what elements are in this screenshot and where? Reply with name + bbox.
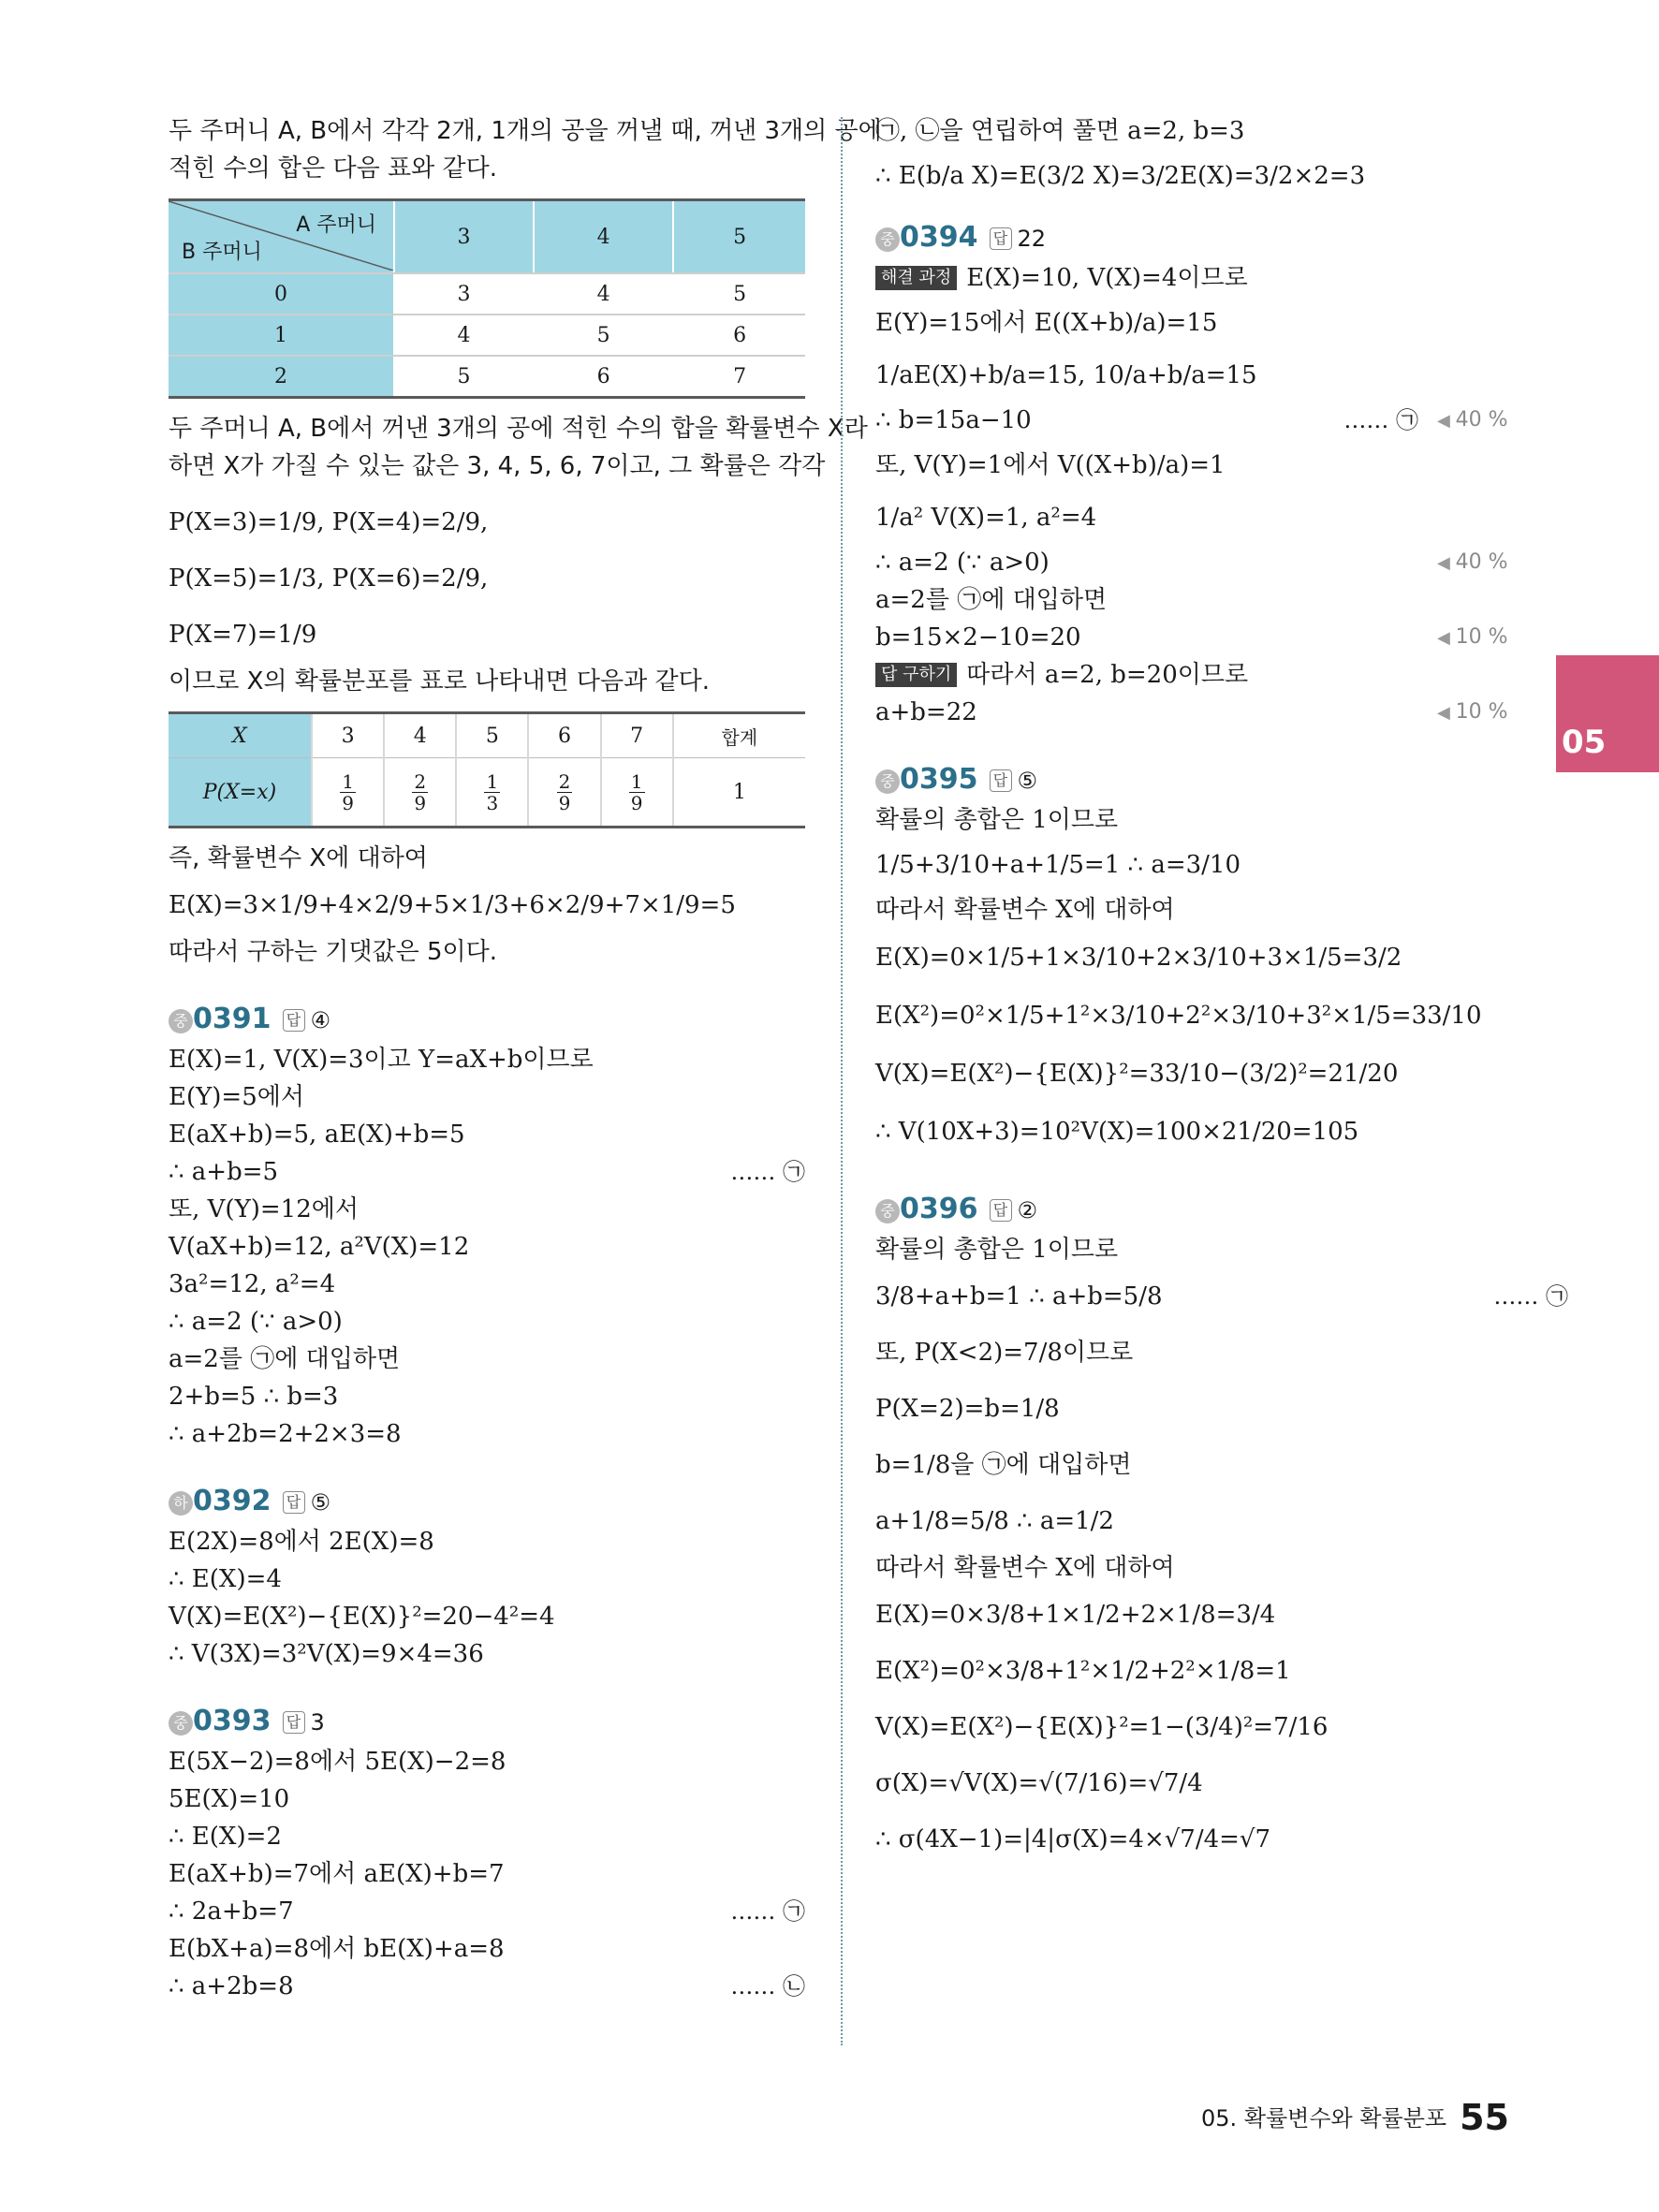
table-cell: 4	[534, 273, 673, 315]
formula-line: P(X=7)=1/9	[169, 621, 317, 649]
problem-header-0394	[875, 217, 1512, 259]
difficulty-badge: 중	[875, 769, 900, 794]
answer-icon: 답	[283, 1711, 305, 1734]
solution-line: E(bX+a)=8에서 bE(X)+a=8	[169, 1935, 505, 1963]
difficulty-badge: 중	[875, 1199, 900, 1223]
solution-line: ∴ σ(4X−1)=|4|σ(X)=4×√7/4=√7	[875, 1825, 1271, 1853]
difficulty-badge: 중	[169, 1711, 193, 1736]
solution-line: 해결 과정 E(X)=10, V(X)=4이므로	[875, 259, 1512, 297]
formula-line: E(X)=3×1/9+4×2/9+5×1/3+6×2/9+7×1/9=5	[169, 891, 736, 919]
table-head-x: X	[169, 713, 312, 758]
left-column	[169, 112, 882, 2005]
step-tag: 답 구하기	[875, 663, 957, 687]
solution-line: 또, V(Y)=12에서	[169, 1195, 359, 1223]
right-column	[875, 112, 1568, 1868]
table-cell: $\frac{1}{9}$	[312, 758, 384, 828]
solution-line: 1/aE(X)+b/a=15, 10/a+b/a=15	[875, 361, 1257, 389]
page-number: 55	[1460, 2097, 1509, 2138]
equation-marker: …… ㉠	[1343, 407, 1418, 433]
solution-line: E(X)=0×1/5+1×3/10+2×3/10+3×1/5=3/2	[875, 944, 1402, 972]
solution-line: ∴ V(3X)=3²V(X)=9×4=36	[169, 1640, 484, 1668]
problem-number: 0394	[900, 221, 978, 254]
solution-line: σ(X)=√V(X)=√(7/16)=√7/4	[875, 1769, 1203, 1797]
solution-line: ∴ 2a+b=7 …… ㉠	[169, 1893, 805, 1930]
score-percent: ◀ 10 %	[1437, 694, 1540, 732]
table-row-label: P(X=x)	[169, 758, 312, 828]
solution-line: V(X)=E(X²)−{E(X)}²=33/10−(3/2)²=21/20	[875, 1060, 1399, 1088]
corner-label-a: A 주머니	[296, 213, 376, 237]
solution-line: 따라서 확률변수 X에 대하여	[875, 1554, 1175, 1582]
solution-line: 확률의 총합은 1이므로	[875, 806, 1119, 834]
solution-line: E(5X−2)=8에서 5E(X)−2=8	[169, 1748, 507, 1776]
table-head-total: 합계	[673, 713, 805, 758]
problem-number: 0392	[193, 1485, 272, 1517]
step-tag: 해결 과정	[875, 266, 957, 290]
answer-value: 22	[1017, 226, 1047, 252]
solution-line: a=2를 ㉠에 대입하면	[169, 1345, 401, 1373]
score-percent: ◀ 40 %	[1437, 544, 1540, 582]
table-cell: $\frac{1}{9}$	[601, 758, 673, 828]
formula-line: P(X=3)=1/9, P(X=4)=2/9,	[169, 508, 489, 536]
solution-line: 답 구하기 따라서 a=2, b=20이므로	[875, 656, 1512, 694]
solution-line: ∴ E(X)=4	[169, 1565, 282, 1593]
row-header: 0	[169, 273, 394, 315]
row-header: 2	[169, 356, 394, 398]
answer-icon: 답	[283, 1491, 305, 1514]
row-header: 1	[169, 315, 394, 356]
answer-icon: 답	[283, 1009, 305, 1032]
problem-header-0391	[169, 999, 805, 1041]
solution-line: 확률의 총합은 1이므로	[875, 1236, 1119, 1264]
problem-header-0392	[169, 1481, 805, 1523]
table-head: 3	[312, 713, 384, 758]
table-cell: 7	[673, 356, 805, 398]
solution-line: 또, P(X<2)=7/8이므로	[875, 1339, 1134, 1367]
solution-line: a=2를 ㉠에 대입하면	[875, 586, 1108, 614]
solution-line: E(Y)=15에서 E((X+b)/a)=15	[875, 309, 1218, 337]
solution-line: ∴ a+2b=8 …… ㉡	[169, 1968, 805, 2005]
solution-line: E(aX+b)=5, aE(X)+b=5	[169, 1121, 465, 1149]
table-cell: 3	[394, 273, 534, 315]
answer-icon: 답	[990, 227, 1012, 250]
solution-line: 또, V(Y)=1에서 V((X+b)/a)=1	[875, 451, 1226, 479]
solution-line: ∴ a=2 (∵ a>0) ◀ 40 %	[875, 544, 1512, 581]
table-cell: 5	[673, 273, 805, 315]
table-cell: 5	[394, 356, 534, 398]
table-cell: 5	[534, 315, 673, 356]
solution-line: b=1/8을 ㉠에 대입하면	[875, 1451, 1132, 1479]
table-cell: $\frac{1}{3}$	[456, 758, 528, 828]
difficulty-badge: 중	[169, 1009, 193, 1033]
score-percent: ◀ 40 %	[1437, 402, 1540, 440]
solution-line: 따라서 확률변수 X에 대하여	[875, 896, 1175, 924]
equation-marker: …… ㉠	[730, 1898, 805, 1925]
table-head: 6	[528, 713, 600, 758]
table-head: 5	[456, 713, 528, 758]
page-footer	[1201, 2097, 1509, 2138]
column-divider	[841, 117, 843, 2045]
solution-line: V(X)=E(X²)−{E(X)}²=20−4²=4	[169, 1603, 555, 1631]
solution-line: a+1/8=5/8 ∴ a=1/2	[875, 1507, 1114, 1535]
chapter-title: 05. 확률변수와 확률분포	[1201, 2105, 1447, 2131]
text-line: 따라서 구하는 기댓값은 5이다.	[169, 938, 497, 966]
solution-line: E(X²)=0²×3/8+1²×1/2+2²×1/8=1	[875, 1657, 1291, 1685]
table-cell: 6	[534, 356, 673, 398]
distribution-table	[169, 711, 805, 828]
table-head: 4	[384, 713, 456, 758]
solution-line: 2+b=5 ∴ b=3	[169, 1383, 339, 1411]
answer-value: ⑤	[1017, 768, 1038, 794]
text-line: 두 주머니 A, B에서 꺼낸 3개의 공에 적힌 수의 합을 확률변수 X라	[169, 415, 868, 443]
sum-table	[169, 198, 805, 399]
answer-value: 3	[310, 1709, 325, 1736]
chapter-side-tab: 05	[1556, 655, 1659, 772]
table-cell: $\frac{2}{9}$	[528, 758, 600, 828]
solution-line: ∴ a=2 (∵ a>0)	[169, 1308, 343, 1336]
difficulty-badge: 중	[875, 227, 900, 252]
answer-value: ④	[310, 1007, 331, 1033]
corner-label-b: B 주머니	[182, 241, 262, 264]
text-line: 이므로 X의 확률분포를 표로 나타내면 다음과 같다.	[169, 667, 710, 696]
difficulty-badge: 하	[169, 1491, 193, 1516]
solution-line: E(Y)=5에서	[169, 1083, 304, 1111]
solution-line: 5E(X)=10	[169, 1785, 290, 1813]
text-line: 하면 X가 가질 수 있는 값은 3, 4, 5, 6, 7이고, 그 확률은 각각	[169, 452, 826, 480]
solution-line: ∴ a+b=5 …… ㉠	[169, 1153, 805, 1191]
solution-line: V(X)=E(X²)−{E(X)}²=1−(3/4)²=7/16	[875, 1713, 1329, 1741]
formula-line: P(X=5)=1/3, P(X=6)=2/9,	[169, 564, 489, 593]
table-head: 7	[601, 713, 673, 758]
problem-number: 0395	[900, 763, 978, 796]
problem-number: 0393	[193, 1705, 272, 1737]
solution-line: 3/8+a+b=1 ∴ a+b=5/8 …… ㉠	[875, 1268, 1512, 1325]
problem-header-0393	[169, 1701, 805, 1743]
solution-line: ∴ a+2b=2+2×3=8	[169, 1420, 402, 1448]
solution-line: V(aX+b)=12, a²V(X)=12	[169, 1233, 470, 1261]
answer-value: ⑤	[310, 1489, 331, 1516]
intro-line-1: 두 주머니 A, B에서 각각 2개, 1개의 공을 꺼낼 때, 꺼낸 3개의 공에	[169, 117, 882, 145]
equation-marker: …… ㉠	[1493, 1283, 1568, 1310]
solution-line: ∴ b=15a−10 …… ㉠ ◀ 40 %	[875, 402, 1512, 439]
equation-marker: …… ㉠	[730, 1159, 805, 1185]
table-cell: 4	[394, 315, 534, 356]
table-cell-total: 1	[673, 758, 805, 828]
score-percent: ◀ 10 %	[1437, 619, 1540, 657]
solution-line: E(2X)=8에서 2E(X)=8	[169, 1528, 434, 1556]
solution-line: 1/a² V(X)=1, a²=4	[875, 504, 1097, 532]
col-header: 3	[394, 200, 534, 274]
answer-icon: 답	[990, 769, 1012, 792]
answer-value: ②	[1017, 1197, 1038, 1223]
solution-line: P(X=2)=b=1/8	[875, 1395, 1060, 1423]
equation-marker: …… ㉡	[730, 1973, 805, 2000]
solution-line: 3a²=12, a²=4	[169, 1270, 336, 1298]
problem-header-0396	[875, 1189, 1512, 1231]
table-corner-cell	[169, 200, 394, 274]
problem-number: 0396	[900, 1193, 978, 1225]
col-header: 5	[673, 200, 805, 274]
answer-icon: 답	[990, 1199, 1012, 1222]
solution-line: ∴ E(X)=2	[169, 1823, 282, 1851]
solution-line: 1/5+3/10+a+1/5=1 ∴ a=3/10	[875, 851, 1241, 879]
solution-line: ∴ E(b/a X)=E(3/2 X)=3/2E(X)=3/2×2=3	[875, 162, 1366, 190]
problem-header-0395	[875, 759, 1512, 801]
solution-line: ㉠, ㉡을 연립하여 풀면 a=2, b=3	[875, 117, 1245, 145]
solution-line: E(aX+b)=7에서 aE(X)+b=7	[169, 1860, 505, 1888]
solution-line: E(X)=1, V(X)=3이고 Y=aX+b이므로	[169, 1046, 594, 1074]
table-cell: 6	[673, 315, 805, 356]
solution-line: ∴ V(10X+3)=10²V(X)=100×21/20=105	[875, 1118, 1359, 1146]
solution-line: E(X²)=0²×1/5+1²×3/10+2²×3/10+3²×1/5=33/10	[875, 1002, 1482, 1030]
solution-line: b=15×2−10=20 ◀ 10 %	[875, 619, 1512, 656]
col-header: 4	[534, 200, 673, 274]
solution-line: E(X)=0×3/8+1×1/2+2×1/8=3/4	[875, 1601, 1276, 1629]
text-line: 즉, 확률변수 X에 대하여	[169, 844, 428, 872]
intro-line-2: 적힌 수의 합은 다음 표와 같다.	[169, 154, 497, 183]
solution-line: a+b=22 ◀ 10 %	[875, 694, 1512, 731]
table-cell: $\frac{2}{9}$	[384, 758, 456, 828]
problem-number: 0391	[193, 1003, 272, 1035]
